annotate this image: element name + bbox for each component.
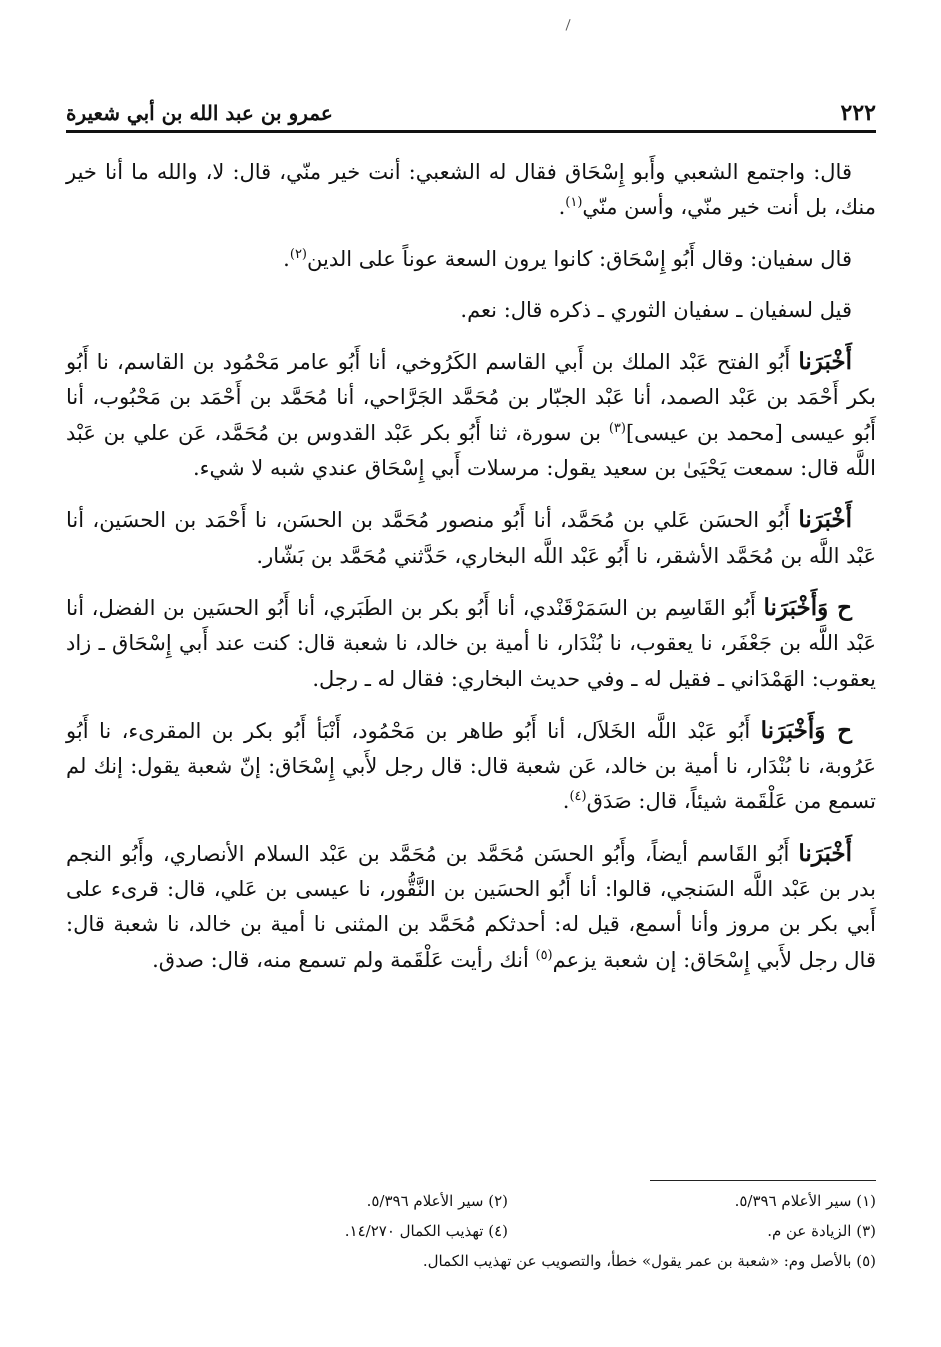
footnote-row bbox=[140, 1216, 876, 1246]
footnote-4: (٤) تهذيب الكمال ١٤/٢٧٠. bbox=[344, 1222, 508, 1240]
paragraph-tail: بن سورة، ثنا أَبُو بكر عَبْد القدوس بن مُحَمَّد، عَن علي بن عَبْد اللَّه قال: سمعت يَحْيَىٰ بن سعيد يقول: مرسلات أَبي إِسْحَاق عندي شبه لا شيء. bbox=[66, 420, 876, 481]
paragraph bbox=[66, 344, 876, 486]
paragraph bbox=[66, 242, 876, 277]
paragraph-text: قال: واجتمع الشعبي وأَبو إِسْحَاق فقال له الشعبي: أنت خير منّي، قال: لا، والله ما أنا خير منك، بل أنت خير منّي، وأسن منّي bbox=[66, 160, 876, 220]
running-title: عمرو بن عبد الله بن أبي شعيرة bbox=[66, 101, 333, 125]
paragraph bbox=[66, 155, 876, 226]
footnote-2: (٢) سير الأعلام ٥/٣٩٦. bbox=[366, 1192, 508, 1210]
akhbarana-lead: ح وَأَخْبَرَنا bbox=[760, 716, 852, 744]
paragraph bbox=[66, 836, 876, 978]
paragraph bbox=[66, 713, 876, 820]
running-header bbox=[66, 96, 876, 133]
paragraph-tail: أنك رأيت عَلْقَمة ولم تسمع منه، قال: صدق. bbox=[152, 947, 536, 972]
scan-mark bbox=[566, 19, 571, 31]
paragraph bbox=[66, 590, 876, 697]
paragraph-tail: . bbox=[283, 246, 290, 271]
paragraph-text: أَبُو الحسَن عَلي بن مُحَمَّد، أنا أَبُو منصور مُحَمَّد بن الحسَن، نا أَحْمَد بن الحسَين، أنا عَبْد اللَّه بن مُحَمَّد الأشقر، نا أَبُو عَبْد اللَّه البخاري، حَدَّثني مُحَمَّد بن بَشّار. bbox=[66, 508, 876, 568]
footnote-divider bbox=[650, 1180, 876, 1181]
paragraph-tail: . bbox=[562, 789, 570, 814]
akhbarana-lead: ح وَأَخْبَرَنا bbox=[763, 593, 853, 621]
main-text bbox=[66, 155, 876, 994]
paragraph bbox=[66, 293, 876, 328]
paragraph-text: قيل لسفيان ـ سفيان الثوري ـ ذكره قال: نعم. bbox=[460, 297, 852, 322]
footnote-3: (٣) الزيادة عن م. bbox=[767, 1222, 876, 1240]
akhbarana-lead: أَخْبَرَنا bbox=[798, 839, 852, 867]
paragraph bbox=[66, 502, 876, 574]
footnote-ref: (٥) bbox=[535, 947, 553, 963]
paragraph-text: قال سفيان: وقال أَبُو إِسْحَاق: كانوا يرون السعة عوناً على الدين bbox=[307, 246, 852, 271]
footnote-ref: (١) bbox=[565, 195, 583, 211]
footnote-row bbox=[140, 1186, 876, 1216]
paragraph-text: أَبُو القَاسِم بن السَمَرْقَنْدي، أنا أَبُو بكر بن الطَبَري، أنا أَبُو الحسَين بن الفضل، أنا عَبْد اللَّه بن جَعْفَر، نا يعقوب، نا بُنْدَار، نا أمية بن خالد، نا شعبة قال: كنت عند أَبي إِسْحَاق ـ زاد يعقوب: الهَمْدَاني ـ فقيل له ـ وفي حديث البخاري: فقال له ـ رجل. bbox=[66, 595, 876, 691]
paragraph-text: أَبُو الفتح عَبْد الملك بن أَبي القاسم الكَرُوخي، أنا أَبُو عامر مَحْمُود بن القاسم، نا أَبُو بكر أَحْمَد بن عَبْد الصمد، أنا عَبْد الجبّار بن مُحَمَّد الجَرَّاحي، أنا مُحَمَّد بن أَحْمَد بن مَحْبُوب، أنا أَبُو عيسى [محمد بن عيسى] bbox=[66, 350, 876, 445]
page-number: ٢٢٢ bbox=[840, 100, 876, 126]
akhbarana-lead: أَخْبَرَنا bbox=[798, 348, 852, 376]
paragraph-text: أَبُو القَاسم أيضاً، وأَبُو الحسَن مُحَمَّد بن مُحَمَّد بن عَبْد السلام الأنصاري، وأَبُو النجم بدر بن عَبْد اللَّه السَنجي، قالوا: أنا أَبُو الحسَين بن النَّقُّور، نا عيسى بن عَلي، قال: قرىء على أَبي بكر بن مروز وأنا أسمع، قيل له: أحدثكم مُحَمَّد بن المثنى نا أمية بن خالد، نا شعبة قال: قال رجل لأَبي إِسْحَاق: إن شعبة يزعم bbox=[66, 841, 876, 972]
paragraph-tail: . bbox=[558, 195, 566, 220]
footnote-ref: (٣) bbox=[608, 420, 626, 436]
footnote-1: (١) سير الأعلام ٥/٣٩٦. bbox=[734, 1192, 876, 1210]
footnote-5: (٥) بالأصل وم: «شعبة بن عمر يقول» خطأ، والتصويب عن تهذيب الكمال. bbox=[422, 1252, 876, 1270]
paragraph-text: أَبُو عَبْد اللَّه الخَلاَل، أنا أَبُو طاهر بن مَحْمُود، أَنْبَأ أَبُو بكر بن المقرىء، نا أَبُو عَرُوبة، نا بُنْدَار، نا أمية بن خالد، عَن شعبة قال: قال رجل لأَبي إِسْحَاق: إنّ شعبة يقول: إنك لم تسمع من عَلْقَمة شيئاً، قال: صَدَق bbox=[66, 718, 876, 814]
akhbarana-lead: أَخْبَرَنا bbox=[798, 506, 852, 534]
footnote-ref: (٤) bbox=[569, 789, 587, 805]
footnote-ref: (٢) bbox=[289, 246, 307, 262]
footnotes bbox=[140, 1186, 876, 1276]
